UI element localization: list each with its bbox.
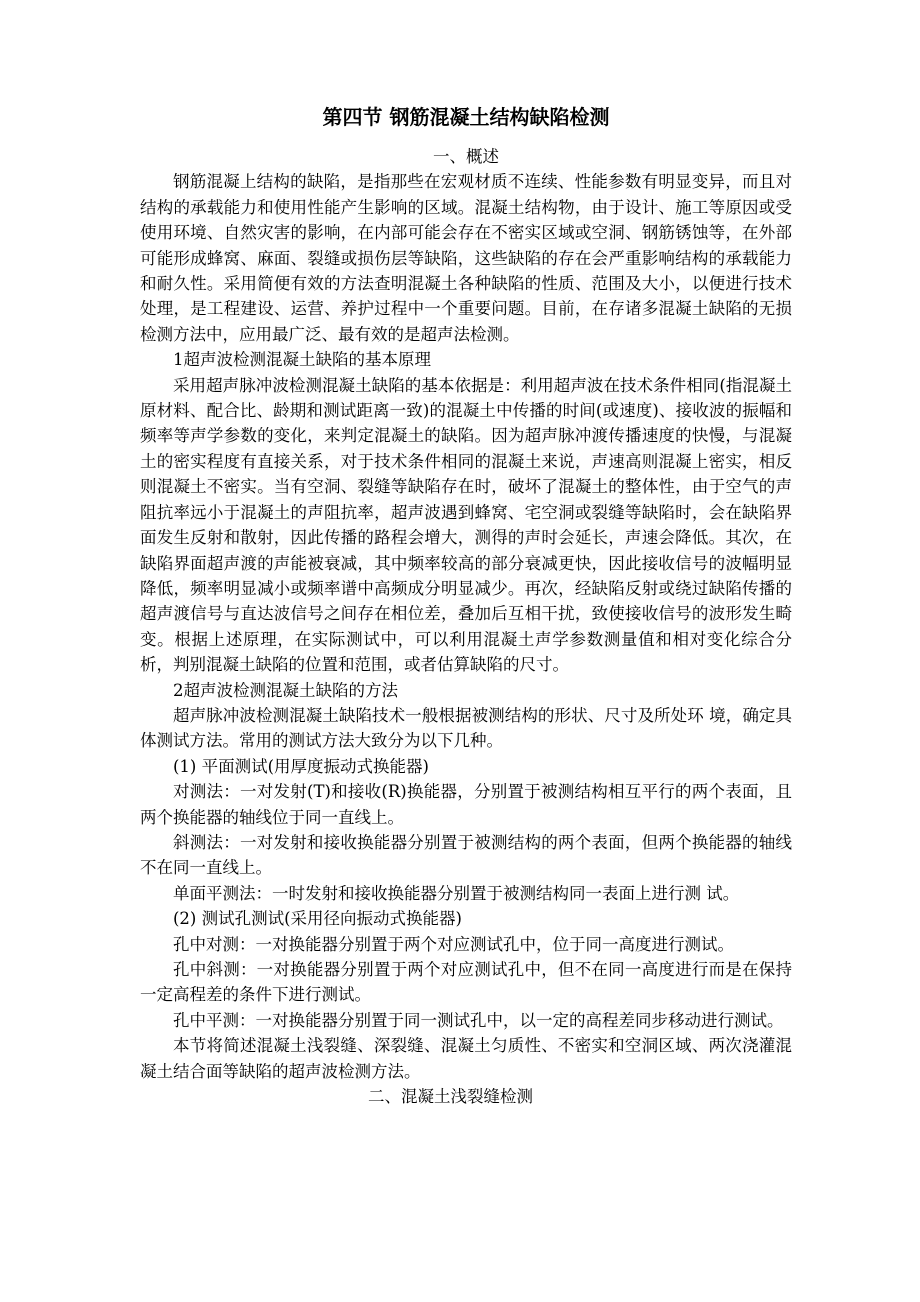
paragraph-hole-oblique: 孔中斜测：一对换能器分别置于两个对应测试孔中，但不在同一高度进行而是在保持一定高程差的条件下进行测试。 [140,960,792,1005]
section-two-heading: 二、混凝土浅裂缝检测 [368,1087,533,1107]
paragraph-principle: 采用超声脉冲波检测混凝土缺陷的基本依据是：利用超声波在技术条件相同(指混凝土原材料、配合比、龄期和测试距离一致)的混凝土中传播的时间(或速度)、接收波的振幅和频率等声学参数的变化，来判定混凝土的缺陷。因为超声脉冲渡传播速度的快慢，与混凝土的密实程度有直接关系，对于技术条件相同的混凝土来说，声速高则混凝上密实，相反则混凝土不密实。当有空洞、裂缝等缺陷存在时，破坏了混凝土的整体性，由于空气的声阻抗率远小于混凝土的声阻抗率，超声波遇到蜂窝、宅空洞或裂缝等缺陷时，会在缺陷界面发生反射和散射，因此传播的路程会增大，测得的声时会延长，声速会降低。其次，在缺陷界面超声渡的声能被衰减，其中频率较高的部分衰减更快，因此接收信号的波幅明显降低，频率明显减小或频率谱中高频成分明显减少。再次，经缺陷反射或绕过缺陷传播的超声渡信号与直达波信号之间存在相位差，叠加后互相干扰，致使接收信号的波形发生畸变。根据上述原理，在实际测试中，可以利用混凝土声学参数测量值和相对变化综合分析，判别混凝土缺陷的位置和范围，或者估算缺陷的尺寸。 [140,375,792,675]
paragraph-methods-intro: 超声脉冲波检测混凝土缺陷技术一般根据被测结构的形状、尺寸及所处环 境，确定具体测试方法。常用的测试方法大致分为以下几种。 [140,705,792,751]
paragraph-hole-opposite: 孔中对测：一对换能器分别置于两个对应测试孔中，位于同一高度进行测试。 [173,934,734,954]
subheading-hole-test: (2) 测试孔测试(采用径向振动式换能器) [173,909,462,929]
paragraph-overview: 钢筋混凝上结构的缺陷，是指那些在宏观材质不连续、性能参数有明显变异，而且对结构的承载能力和使用性能产生影响的区域。混凝土结构物，由于设计、施工等原因或受使用环境、自然灾害的影响，在内部可能会存在不密实区域或空洞、钢筋锈蚀等，在外部可能形成蜂窝、麻面、裂缝或损伤层等缺陷，这些缺陷的存在会严重影响结构的承载能力和耐久性。采用简便有效的方法查明混凝土各种缺陷的性质、范围及大小，以便进行技术处理，是工程建设、运营、养护过程中一个重要问题。目前，在存诸多混凝土缺陷的无损检测方法中，应用最广泛、最有效的是超声法检测。 [140,172,792,344]
section-title: 第四节 钢筋混凝土结构缺陷检测 [322,105,610,129]
subheading-methods: 2超声波检测混凝土缺陷的方法 [173,680,398,700]
paragraph-single-surface-test: 单面平测法：一时发射和接收换能器分别置于被测结构同一表面上进行测 试。 [173,883,740,903]
subheading-principle: 1超声波检测混凝土缺陷的基本原理 [173,350,431,370]
document-body [140,144,792,1109]
section-one-heading: 一、概述 [433,147,499,166]
paragraph-hole-flat: 孔中平测：一对换能器分别置于同一测试孔中，以一定的高程差同步移动进行测试。 [173,1010,784,1030]
paragraph-opposite-test: 对测法：一对发射(T)和接收(R)换能器，分别置于被测结构相互平行的两个表面，且两个换能器的轴线位于同一直线上。 [140,782,792,827]
paragraph-oblique-test: 斜测法：一对发射和接收换能器分别置于被测结构的两个表面，但两个换能器的轴线不在同一直线上。 [140,832,792,878]
subheading-plane-test: (1) 平面测试(用厚度振动式换能器) [173,756,429,776]
paragraph-summary: 本节将简述混凝土浅裂缝、深裂缝、混凝土匀质性、不密实和空洞区域、两次浇灌混凝土结合面等缺陷的超声波检测方法。 [140,1036,792,1081]
